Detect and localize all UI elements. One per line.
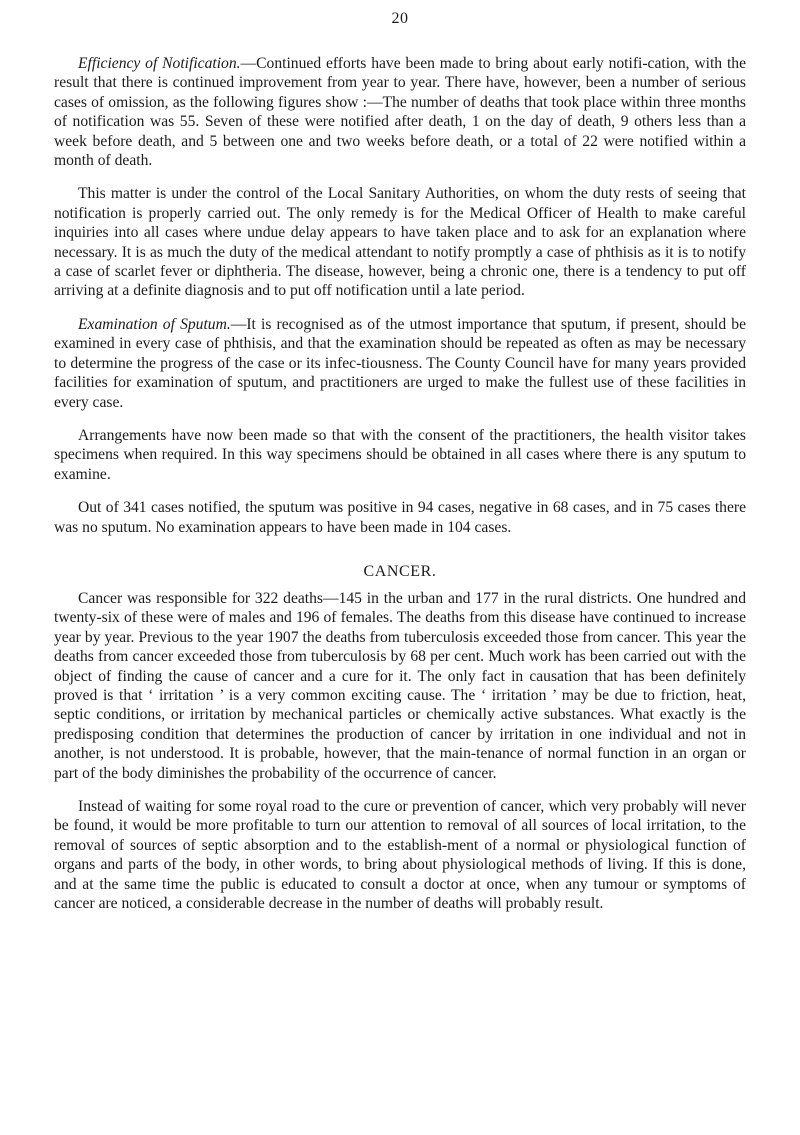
paragraph-text: Out of 341 cases notified, the sputum was positive in 94 cases, negative in 68 cases, and in 75 cases there was no sputum. No examination appears to have been made in 104 cases. — [54, 499, 746, 536]
paragraph-sputum-examination — [54, 315, 746, 412]
paragraph-notification-efficiency — [54, 54, 746, 170]
paragraph-lead: Efficiency of Notification. — [78, 55, 241, 72]
paragraph-arrangements — [54, 426, 746, 484]
paragraph-text: —It is recognised as of the utmost importance that sputum, if present, should be examined in every case of phthisis, and that the examination should be repeated as often as may be necessary to determine the progress of the case or its infec-tiousness. The County Council have for many years provided facilities for examination of sputum, and practitioners are urged to make the fullest use of these facilities in every case. — [54, 315, 746, 411]
paragraph-sputum-results — [54, 498, 746, 537]
paragraph-text: Arrangements have now been made so that with the consent of the practitioners, the health visitor takes specimens when required. In this way specimens should be obtained in all cases where there is any sputum to examine. — [54, 426, 746, 483]
document-page — [54, 10, 746, 927]
paragraph-text: Cancer was responsible for 322 deaths—145 in the urban and 177 in the rural districts. One hundred and twenty-six of these were of males and 196 of females. The deaths from this disease have continued to increase year by year. Previous to the year 1907 the deaths from tuberculosis exceeded those from cancer. This year the deaths from cancer exceeded those from tuberculosis by 68 per cent. Much work has been carried out with the object of finding the cause of cancer and a cure for it. The only fact in causation that has been definitely proved is that ‘ irritation ’ is a very common exciting cause. The ‘ irritation ’ may be due to friction, heat, septic conditions, or irritation by mechanical particles or chemically active substances. What exactly is the predisposing condition that determines the production of cancer by irritation in one individual and not in another, is not understood. It is probable, however, that the main-tenance of normal function in an organ or part of the body diminishes the probability of the occurrence of cancer. — [54, 589, 746, 782]
paragraph-cancer-deaths — [54, 589, 746, 783]
paragraph-text: —Continued efforts have been made to bring about early notifi-cation, with the result that there is continued improvement from year to year. There have, however, been a number of serious cases of omission, as the following figures show :—The number of deaths that took place within three months of notification was 55. Seven of these were notified after death, 1 on the day of death, 9 others less than a week before death, and 5 between one and two weeks before death, or a total of 22 were notified within a month of death. — [54, 55, 746, 170]
page-number: 20 — [391, 10, 409, 27]
paragraph-text: This matter is under the control of the Local Sanitary Authorities, on whom the duty rests of seeing that notification is properly carried out. The only remedy is for the Medical Officer of Health to make careful inquiries into all cases where undue delay appears to have taken place and to ask for an explanation where necessary. It is as much the duty of the medical attendant to notify promptly a case of phthisis as it is to notify a case of scarlet fever or diphtheria. The disease, however, being a chronic one, there is a tendency to put off arriving at a definite diagnosis and to put off notification until a late period. — [54, 185, 746, 300]
paragraph-text: Instead of waiting for some royal road to the cure or prevention of cancer, which very probably will never be found, it would be more profitable to turn our attention to removal of all sources of local irritation, to the removal of sources of septic absorption and to the establish-ment of a normal or physiological function of organs and parts of the body, in other words, to bring about physiological methods of living. If this is done, and at the same time the public is educated to consult a doctor at once, when any tumour or symptoms of cancer are noticed, a considerable decrease in the number of deaths will probably result. — [54, 798, 746, 913]
paragraph-cancer-prevention — [54, 797, 746, 913]
cancer-heading: CANCER. — [363, 562, 437, 580]
paragraph-sanitary-authorities — [54, 184, 746, 300]
paragraph-lead: Examination of Sputum. — [78, 315, 231, 333]
